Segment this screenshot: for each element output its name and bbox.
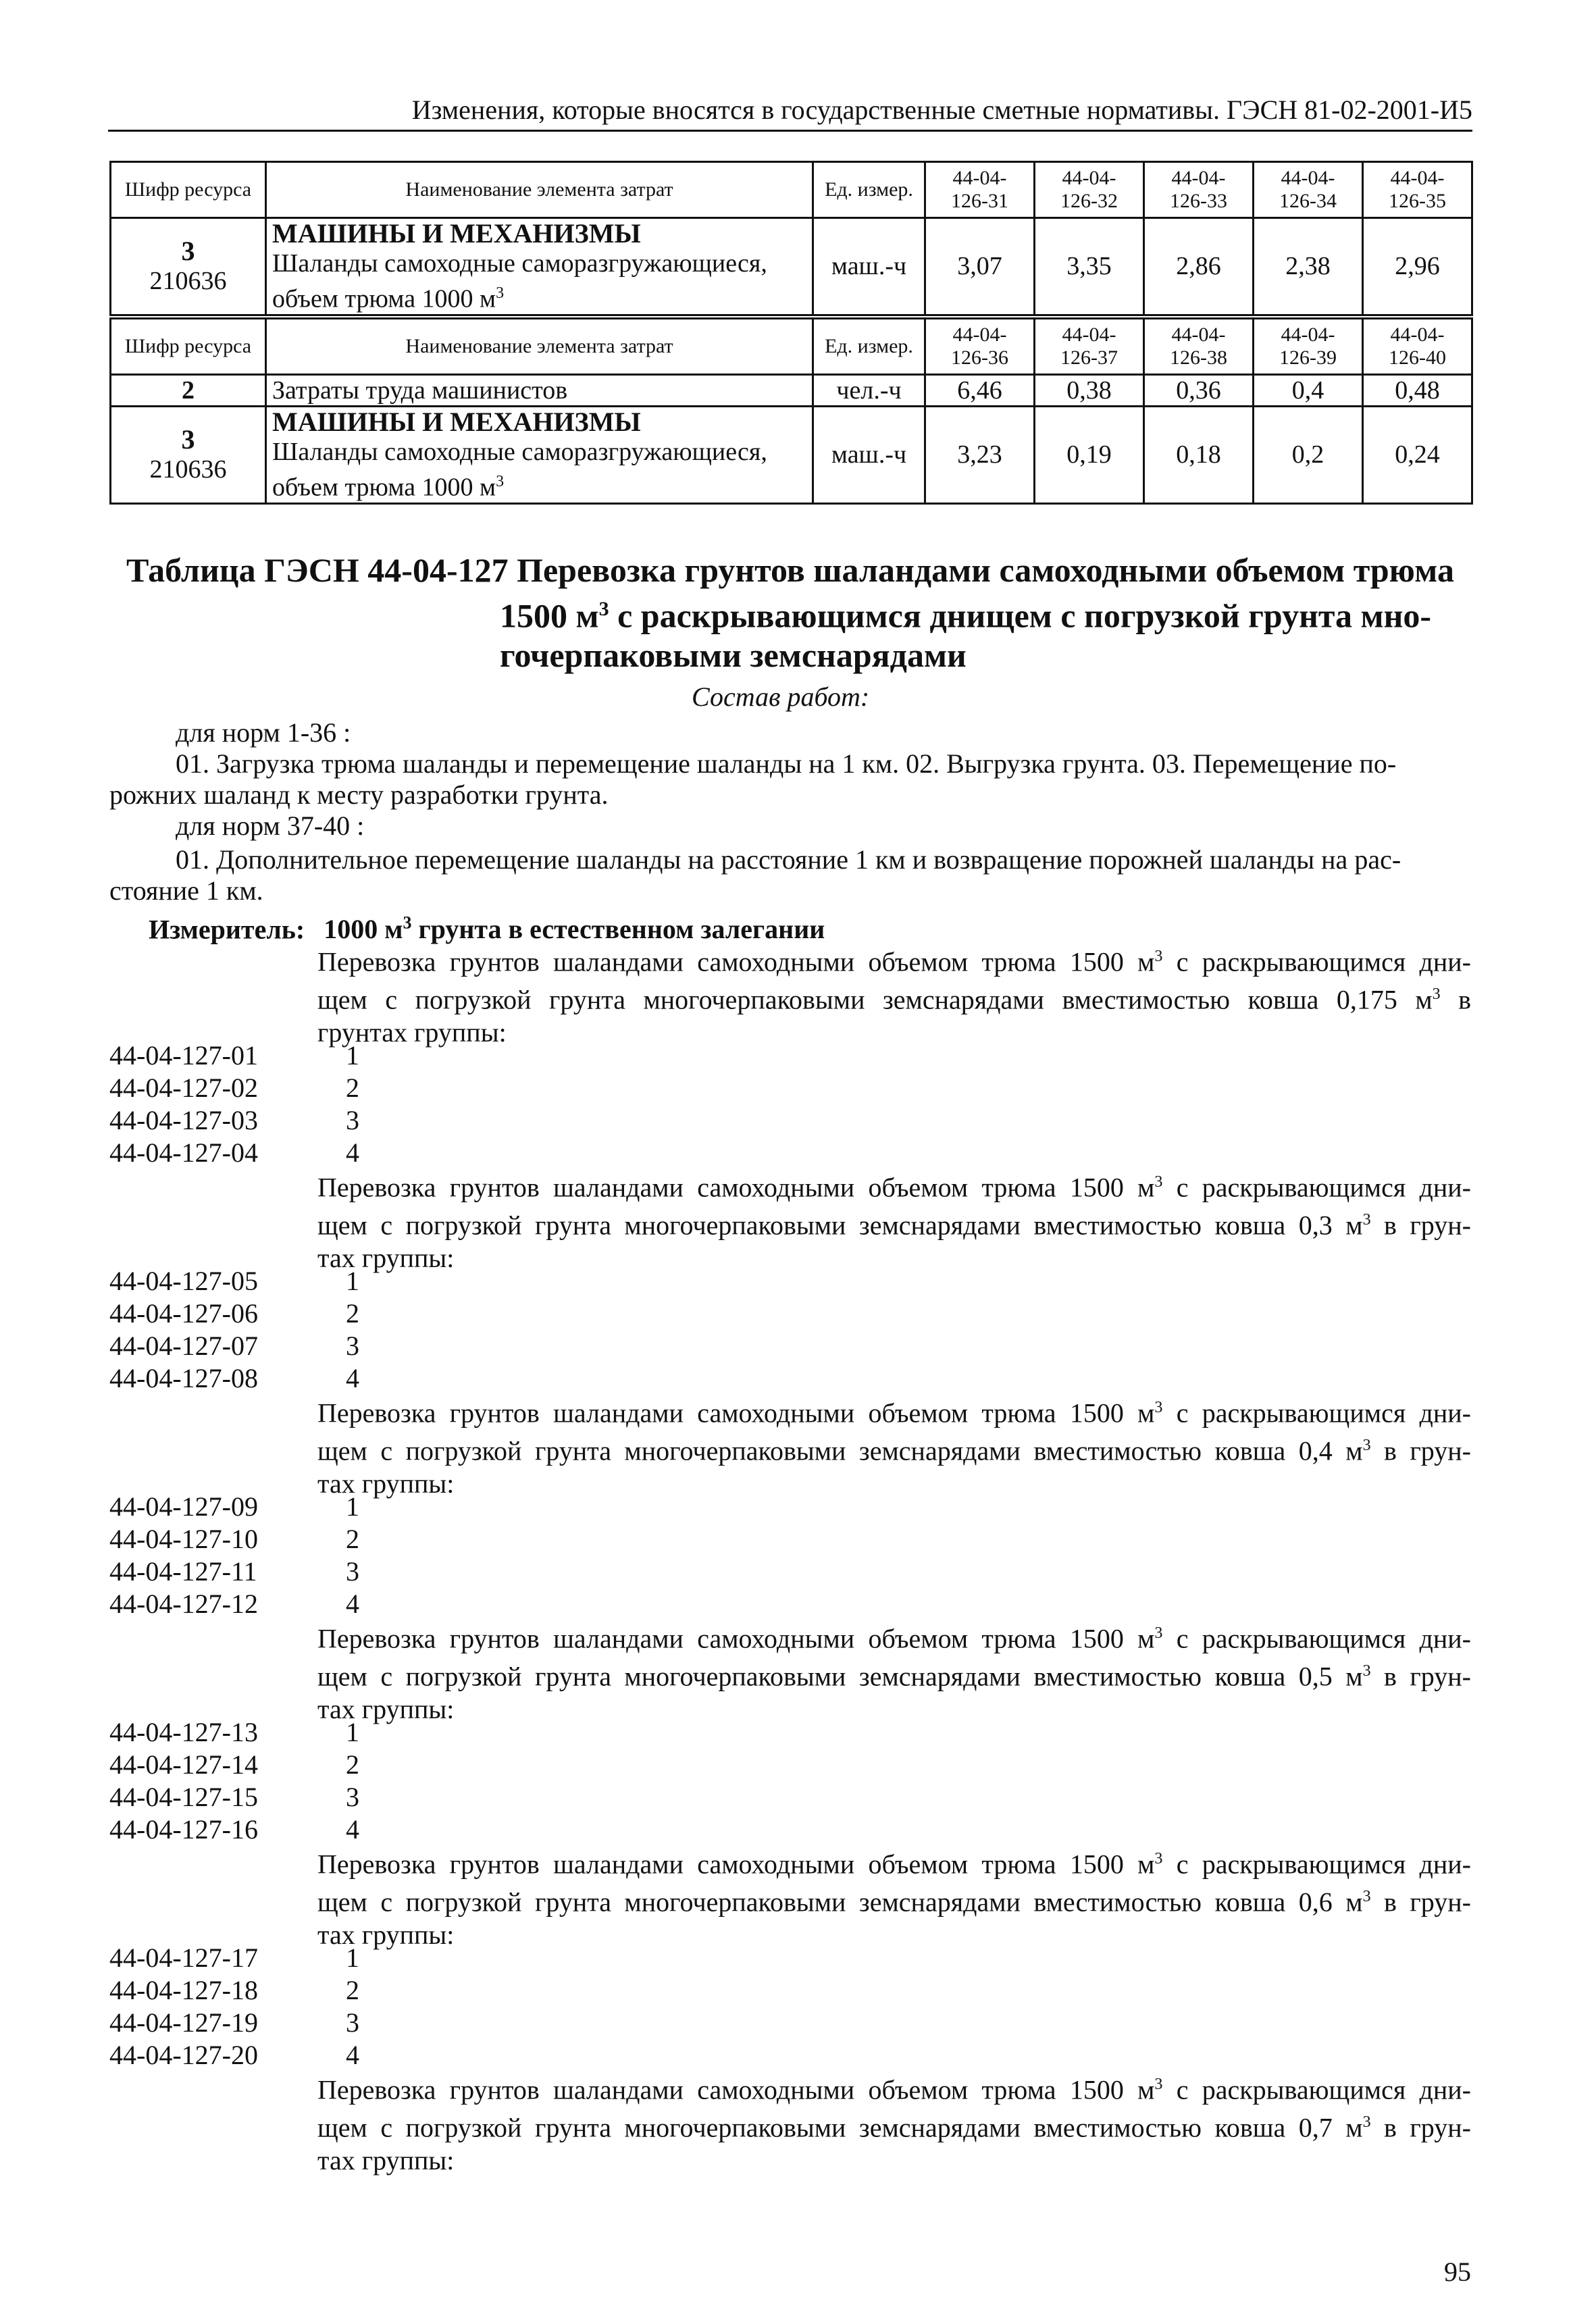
resource-table-1 xyxy=(109,161,1473,316)
value-cell: 3,23 xyxy=(925,407,1035,504)
resource-name-cell: Затраты труда машинистов xyxy=(266,375,813,407)
desc-line-1: Перевозка грунтов шаландами самоходными объемом трюма 1500 $м^3$ с раскрывающимся дни- xyxy=(317,1397,1471,1429)
composition-label: Состав работ: xyxy=(692,682,870,712)
resource-code-cell: 3 210636 xyxy=(111,218,266,315)
soil-group-number: 4 xyxy=(346,1814,359,1845)
soil-group-number: 1 xyxy=(346,1717,359,1747)
norm-code: 44-04-127-18 xyxy=(109,1975,258,2005)
soil-group-number: 1 xyxy=(346,1266,359,1296)
soil-group-number: 2 xyxy=(346,1524,359,1554)
norm-code: 44-04-127-04 xyxy=(109,1137,258,1168)
soil-group-number: 4 xyxy=(346,1363,359,1393)
desc-line-3: тах группы: xyxy=(317,2144,455,2176)
soil-group-number: 4 xyxy=(346,1137,359,1168)
norm-group-description xyxy=(317,2068,1471,2177)
norm-group-description xyxy=(317,1617,1471,1726)
header-norm-col: 44-04- 126-36 xyxy=(925,319,1035,375)
value-cell: 3,35 xyxy=(1035,218,1144,315)
header-norm-col: 44-04- 126-37 xyxy=(1035,319,1144,375)
table-row xyxy=(111,218,1472,315)
norm-code: 44-04-127-12 xyxy=(109,1589,258,1619)
soil-group-number: 3 xyxy=(346,2007,359,2038)
work-step-2-cont: стояние 1 км. xyxy=(109,875,263,906)
desc-line-2: щем с погрузкой грунта многочерпаковыми земснарядами вместимостью ковша 0,175 $м^3$ в xyxy=(317,984,1471,1015)
unit-cell: чел.-ч xyxy=(813,375,925,407)
soil-group-number: 1 xyxy=(346,1491,359,1522)
norms-range-2: для норм 37-40 : xyxy=(176,811,365,841)
desc-line-3: тах группы: xyxy=(317,1693,455,1724)
value-cell: 6,46 xyxy=(925,375,1035,407)
soil-group-number: 4 xyxy=(346,1589,359,1619)
norm-code: 44-04-127-14 xyxy=(109,1749,258,1780)
table-header-row xyxy=(111,162,1472,218)
value-cell: 2,96 xyxy=(1363,218,1472,315)
norm-code: 44-04-127-19 xyxy=(109,2007,258,2038)
norm-code: 44-04-127-02 xyxy=(109,1073,258,1103)
table-title xyxy=(108,550,1472,675)
desc-line-3: тах группы: xyxy=(317,1919,455,1950)
norm-code: 44-04-127-11 xyxy=(109,1556,257,1587)
header-norm-col: 44-04- 126-32 xyxy=(1035,162,1144,218)
value-cell: 0,48 xyxy=(1363,375,1472,407)
soil-group-number: 2 xyxy=(346,1298,359,1329)
value-cell: 0,18 xyxy=(1144,407,1254,504)
norm-code: 44-04-127-06 xyxy=(109,1298,258,1329)
resource-code-cell: 3 210636 xyxy=(111,407,266,504)
soil-group-number: 4 xyxy=(346,2040,359,2070)
norm-code: 44-04-127-13 xyxy=(109,1717,258,1747)
norm-code: 44-04-127-07 xyxy=(109,1331,258,1361)
header-resource-code: Шифр ресурса xyxy=(111,162,266,218)
soil-group-number: 3 xyxy=(346,1331,359,1361)
header-norm-col: 44-04- 126-35 xyxy=(1363,162,1472,218)
header-norm-col: 44-04- 126-33 xyxy=(1144,162,1254,218)
desc-line-3: тах группы: xyxy=(317,1242,455,1273)
desc-line-1: Перевозка грунтов шаландами самоходными объемом трюма 1500 $м^3$ с раскрывающимся дни- xyxy=(317,946,1471,977)
soil-group-number: 1 xyxy=(346,1040,359,1071)
value-cell: 0,36 xyxy=(1144,375,1254,407)
soil-group-number: 2 xyxy=(346,1749,359,1780)
desc-line-1: Перевозка грунтов шаландами самоходными объемом трюма 1500 $м^3$ с раскрывающимся дни- xyxy=(317,2074,1471,2105)
running-header: Изменения, которые вносятся в государственные сметные нормативы. ГЭСН 81-02-2001-И5 xyxy=(108,93,1472,132)
header-norm-col: 44-04- 126-38 xyxy=(1144,319,1254,375)
soil-group-number: 3 xyxy=(346,1556,359,1587)
resource-name-cell: МАШИНЫ И МЕХАНИЗМЫ Шаланды самоходные саморазгружающиеся, объем трюма 1000 $м^3$ xyxy=(266,407,813,504)
page-number: 95 xyxy=(1444,2257,1471,2287)
desc-line-2: щем с погрузкой грунта многочерпаковыми земснарядами вместимостью ковша 0,4 $м^3$ в грун- xyxy=(317,1435,1472,1466)
meter-label: Измеритель: xyxy=(149,914,305,945)
header-norm-col: 44-04- 126-31 xyxy=(925,162,1035,218)
work-step-2: 01. Дополнительное перемещение шаланды на расстояние 1 км и возвращение порожней шаланды на рас- xyxy=(176,844,1401,875)
desc-line-1: Перевозка грунтов шаландами самоходными объемом трюма 1500 $м^3$ с раскрывающимся дни- xyxy=(317,1849,1471,1880)
header-norm-col: 44-04- 126-39 xyxy=(1254,319,1363,375)
desc-line-3: тах группы: xyxy=(317,1468,455,1499)
work-step-1: 01. Загрузка трюма шаланды и перемещение шаланды на 1 км. 02. Выгрузка грунта. 03. Перемещение по- xyxy=(176,748,1397,779)
value-cell: 2,38 xyxy=(1254,218,1363,315)
desc-line-2: щем с погрузкой грунта многочерпаковыми земснарядами вместимостью ковша 0,7 $м^3$ в грун- xyxy=(317,2112,1472,2143)
soil-group-number: 3 xyxy=(346,1782,359,1812)
desc-line-3: грунтах группы: xyxy=(317,1017,507,1048)
meter-value: 1000 $м^3$ грунта в естественном залегании xyxy=(324,913,825,945)
desc-line-2: щем с погрузкой грунта многочерпаковыми земснарядами вместимостью ковша 0,3 $м^3$ в грун- xyxy=(317,1210,1472,1241)
value-cell: 0,2 xyxy=(1254,407,1363,504)
header-norm-col: 44-04- 126-34 xyxy=(1254,162,1363,218)
resource-code-cell: 2 xyxy=(111,375,266,407)
norm-code: 44-04-127-16 xyxy=(109,1814,258,1845)
norm-code: 44-04-127-15 xyxy=(109,1782,258,1812)
norm-group-description xyxy=(317,940,1471,1049)
table-header-row xyxy=(111,319,1472,375)
title-line-1: Таблица ГЭСН 44-04-127 Перевозка грунтов шаландами самоходными объемом трюма xyxy=(126,551,1454,589)
unit-cell: маш.-ч xyxy=(813,407,925,504)
soil-group-number: 2 xyxy=(346,1073,359,1103)
norm-code: 44-04-127-10 xyxy=(109,1524,258,1554)
value-cell: 0,24 xyxy=(1363,407,1472,504)
soil-group-number: 2 xyxy=(346,1975,359,2005)
soil-group-number: 3 xyxy=(346,1105,359,1135)
table-row xyxy=(111,407,1472,504)
desc-line-1: Перевозка грунтов шаландами самоходными объемом трюма 1500 $м^3$ с раскрывающимся дни- xyxy=(317,1623,1471,1654)
norm-code: 44-04-127-17 xyxy=(109,1943,258,1973)
desc-line-2: щем с погрузкой грунта многочерпаковыми земснарядами вместимостью ковша 0,5 $м^3$ в грун- xyxy=(317,1661,1472,1692)
norm-group-description xyxy=(317,1391,1471,1500)
header-resource-code: Шифр ресурса xyxy=(111,319,266,375)
title-line-3: гочерпаковыми земснарядами xyxy=(500,636,967,674)
norm-code: 44-04-127-03 xyxy=(109,1105,258,1135)
desc-line-1: Перевозка грунтов шаландами самоходными объемом трюма 1500 $м^3$ с раскрывающимся дни- xyxy=(317,1172,1471,1203)
value-cell: 2,86 xyxy=(1144,218,1254,315)
value-cell: 0,19 xyxy=(1035,407,1144,504)
value-cell: 0,38 xyxy=(1035,375,1144,407)
desc-line-2: щем с погрузкой грунта многочерпаковыми земснарядами вместимостью ковша 0,6 $м^3$ в грун- xyxy=(317,1886,1472,1918)
value-cell: 3,07 xyxy=(925,218,1035,315)
title-line-2: 1500 $м^3$ с раскрывающимся днищем с погрузкой грунта мно- xyxy=(500,596,1432,635)
norm-code: 44-04-127-01 xyxy=(109,1040,258,1071)
header-norm-col: 44-04- 126-40 xyxy=(1363,319,1472,375)
header-unit: Ед. измер. xyxy=(813,162,925,218)
header-cost-element: Наименование элемента затрат xyxy=(266,319,813,375)
work-step-1-cont: рожних шаланд к месту разработки грунта. xyxy=(109,779,609,810)
norm-code: 44-04-127-09 xyxy=(109,1491,258,1522)
header-cost-element: Наименование элемента затрат xyxy=(266,162,813,218)
value-cell: 0,4 xyxy=(1254,375,1363,407)
table-row xyxy=(111,375,1472,407)
norms-range-1: для норм 1-36 : xyxy=(176,717,351,748)
resource-table-2 xyxy=(109,317,1473,505)
norm-code: 44-04-127-20 xyxy=(109,2040,258,2070)
resource-name-cell: МАШИНЫ И МЕХАНИЗМЫ Шаланды самоходные саморазгружающиеся, объем трюма 1000 $м^3$ xyxy=(266,218,813,315)
norm-code: 44-04-127-05 xyxy=(109,1266,258,1296)
norm-code: 44-04-127-08 xyxy=(109,1363,258,1393)
norm-group-description xyxy=(317,1166,1471,1275)
norm-group-description xyxy=(317,1843,1471,1951)
header-unit: Ед. измер. xyxy=(813,319,925,375)
soil-group-number: 1 xyxy=(346,1943,359,1973)
unit-cell: маш.-ч xyxy=(813,218,925,315)
